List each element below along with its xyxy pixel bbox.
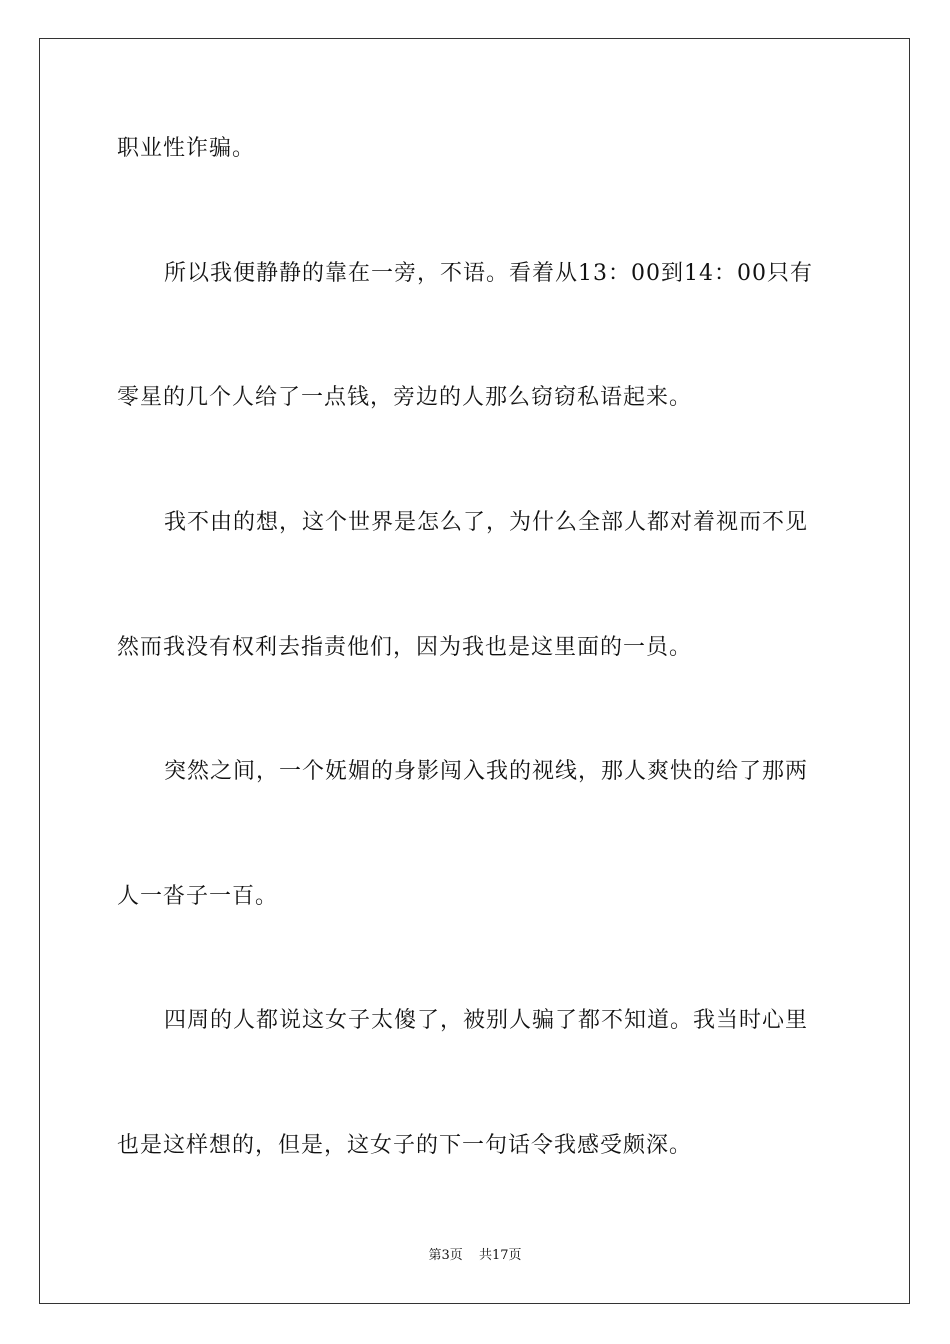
- text-line-2: 所以我便静静的靠在一旁，不语。看着从13：00到14：00只有: [164, 261, 813, 286]
- text-line-3: 零星的几个人给了一点钱，旁边的人那么窃窃私语起来。: [117, 385, 693, 410]
- text-line-1: 职业性诈骗。: [117, 136, 256, 161]
- text-line-9: 也是这样想的，但是，这女子的下一句话令我感受颇深。: [117, 1133, 693, 1158]
- text-line-4: 我不由的想，这个世界是怎么了，为什么全部人都对着视而不见: [164, 510, 809, 535]
- text-line-6: 突然之间，一个妩媚的身影闯入我的视线，那人爽快的给了那两: [164, 759, 809, 784]
- page-footer: [0, 1247, 950, 1265]
- text-line-8: 四周的人都说这女子太傻了，被别人骗了都不知道。我当时心里: [164, 1008, 809, 1033]
- page-border: [39, 38, 910, 1304]
- page-total: 共17页: [478, 1248, 522, 1263]
- text-line-7: 人一沓子一百。: [117, 884, 279, 909]
- page-number: 第3页: [428, 1248, 463, 1263]
- text-line-5: 然而我没有权利去指责他们，因为我也是这里面的一员。: [117, 635, 693, 660]
